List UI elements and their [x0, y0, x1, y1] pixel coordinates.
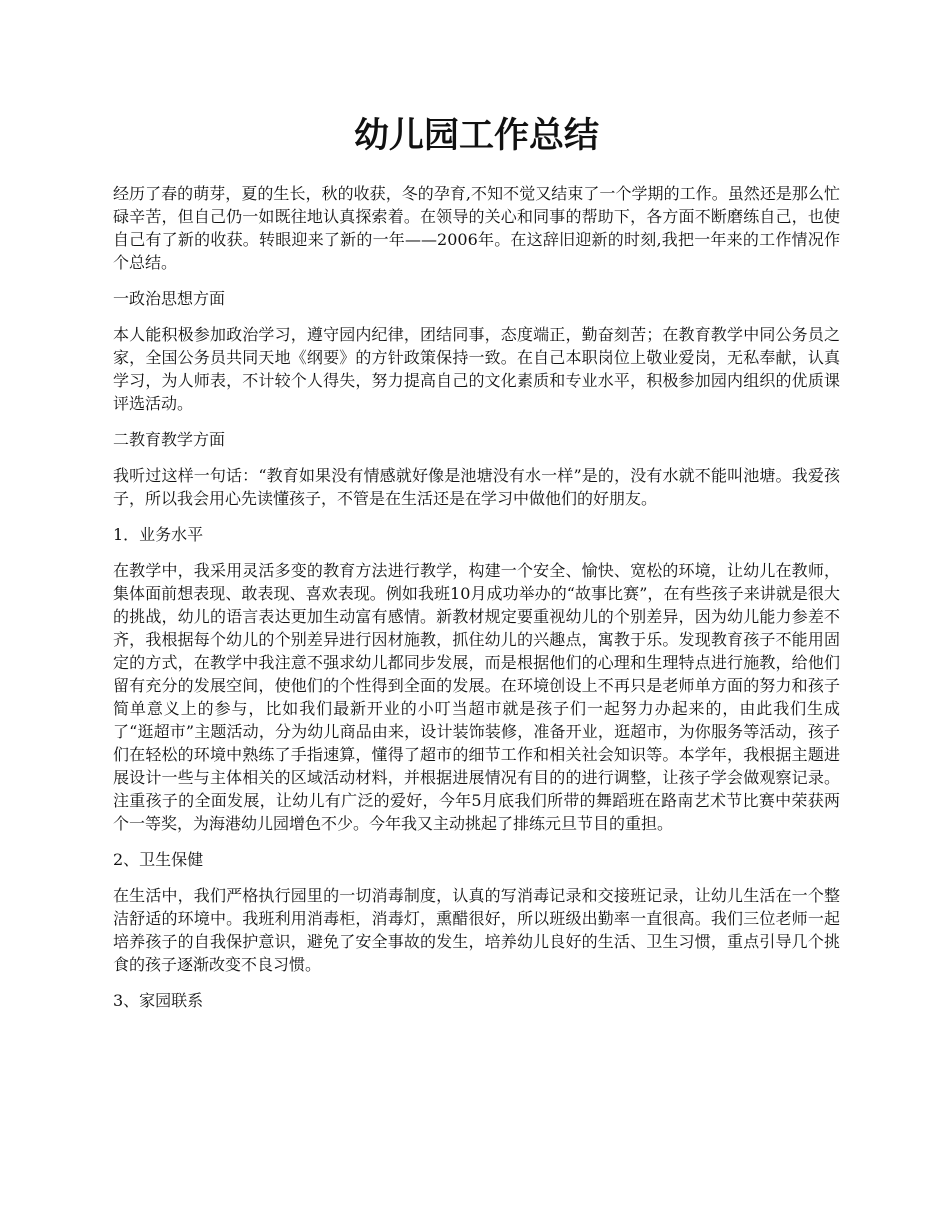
intro-paragraph: 经历了春的萌芽，夏的生长，秋的收获，冬的孕育,不知不觉又结束了一个学期的工作。虽然还是那么忙碌辛苦，但自己仍一如既往地认真探索着。在领导的关心和同事的帮助下，各方面不断磨练自己，也使自己有了新的收获。转眼迎来了新的一年——2006年。在这辞旧迎新的时刻,我把一年来的工作情况作个总结。 [113, 184, 840, 272]
subsection-heading-health: 2、卫生保健 [113, 850, 204, 869]
professional-paragraph: 在教学中，我采用灵活多变的教育方法进行教学，构建一个安全、愉快、宽松的环境，让幼儿在教师，集体面前想表现、敢表现、喜欢表现。例如我班10月成功举办的“故事比赛”，在有些孩子来讲就是很大的挑战，幼儿的语言表达更加生动富有感情。新教材规定要重视幼儿的个别差异，因为幼儿能力参差不齐，我根据每个幼儿的个别差异进行因材施教，抓住幼儿的兴趣点，寓教于乐。发现教育孩子不能用固定的方式，在教学中我注意不强求幼儿都同步发展，而是根据他们的心理和生理特点进行施教，给他们留有充分的发展空间，使他们的个性得到全面的发展。在环境创设上不再只是老师单方面的努力和孩子简单意义上的参与，比如我们最新开业的小叮当超市就是孩子们一起努力办起来的，由此我们生成了“逛超市”主题活动，分为幼儿商品由来，设计装饰装修，准备开业，逛超市，为你服务等活动，孩子们在轻松的环境中熟练了手指速算，懂得了超市的细节工作和相关社会知识等。本学年，我根据主题进展设计一些与主体相关的区域活动材料，并根据进展情况有目的的进行调整，让孩子学会做观察记录。注重孩子的全面发展，让幼儿有广泛的爱好，今年5月底我们所带的舞蹈班在路南艺术节比赛中荣获两个一等奖，为海港幼儿园增色不少。今年我又主动挑起了排练元旦节目的重担。 [113, 561, 840, 833]
document-title: 幼儿园工作总结 [353, 115, 599, 156]
section-heading-teaching: 二教育教学方面 [113, 430, 226, 449]
politics-paragraph: 本人能积极参加政治学习，遵守园内纪律，团结同事，态度端正，勤奋刻苦；在教育教学中同公务员之家，全国公务员共同天地《纲要》的方针政策保持一致。在自己本职岗位上敬业爱岗，无私奉献，认真学习，为人师表，不计较个人得失，努力提高自己的文化素质和专业水平，积极参加园内组织的优质课评选活动。 [113, 325, 840, 413]
subsection-heading-family: 3、家园联系 [113, 991, 204, 1010]
teaching-paragraph: 我听过这样一句话：“教育如果没有情感就好像是池塘没有水一样”是的，没有水就不能叫池塘。我爱孩子，所以我会用心先读懂孩子，不管是在生活还是在学习中做他们的好朋友。 [113, 466, 840, 508]
health-paragraph: 在生活中，我们严格执行园里的一切消毒制度，认真的写消毒记录和交接班记录，让幼儿生活在一个整洁舒适的环境中。我班利用消毒柜，消毒灯，熏醋很好，所以班级出勤率一直很高。我们三位老师一起培养孩子的自我保护意识，避免了安全事故的发生，培养幼儿良好的生活、卫生习惯，重点引导几个挑食的孩子逐渐改变不良习惯。 [113, 886, 840, 974]
subsection-heading-professional: 1．业务水平 [113, 525, 204, 544]
section-heading-politics: 一政治思想方面 [113, 289, 226, 308]
